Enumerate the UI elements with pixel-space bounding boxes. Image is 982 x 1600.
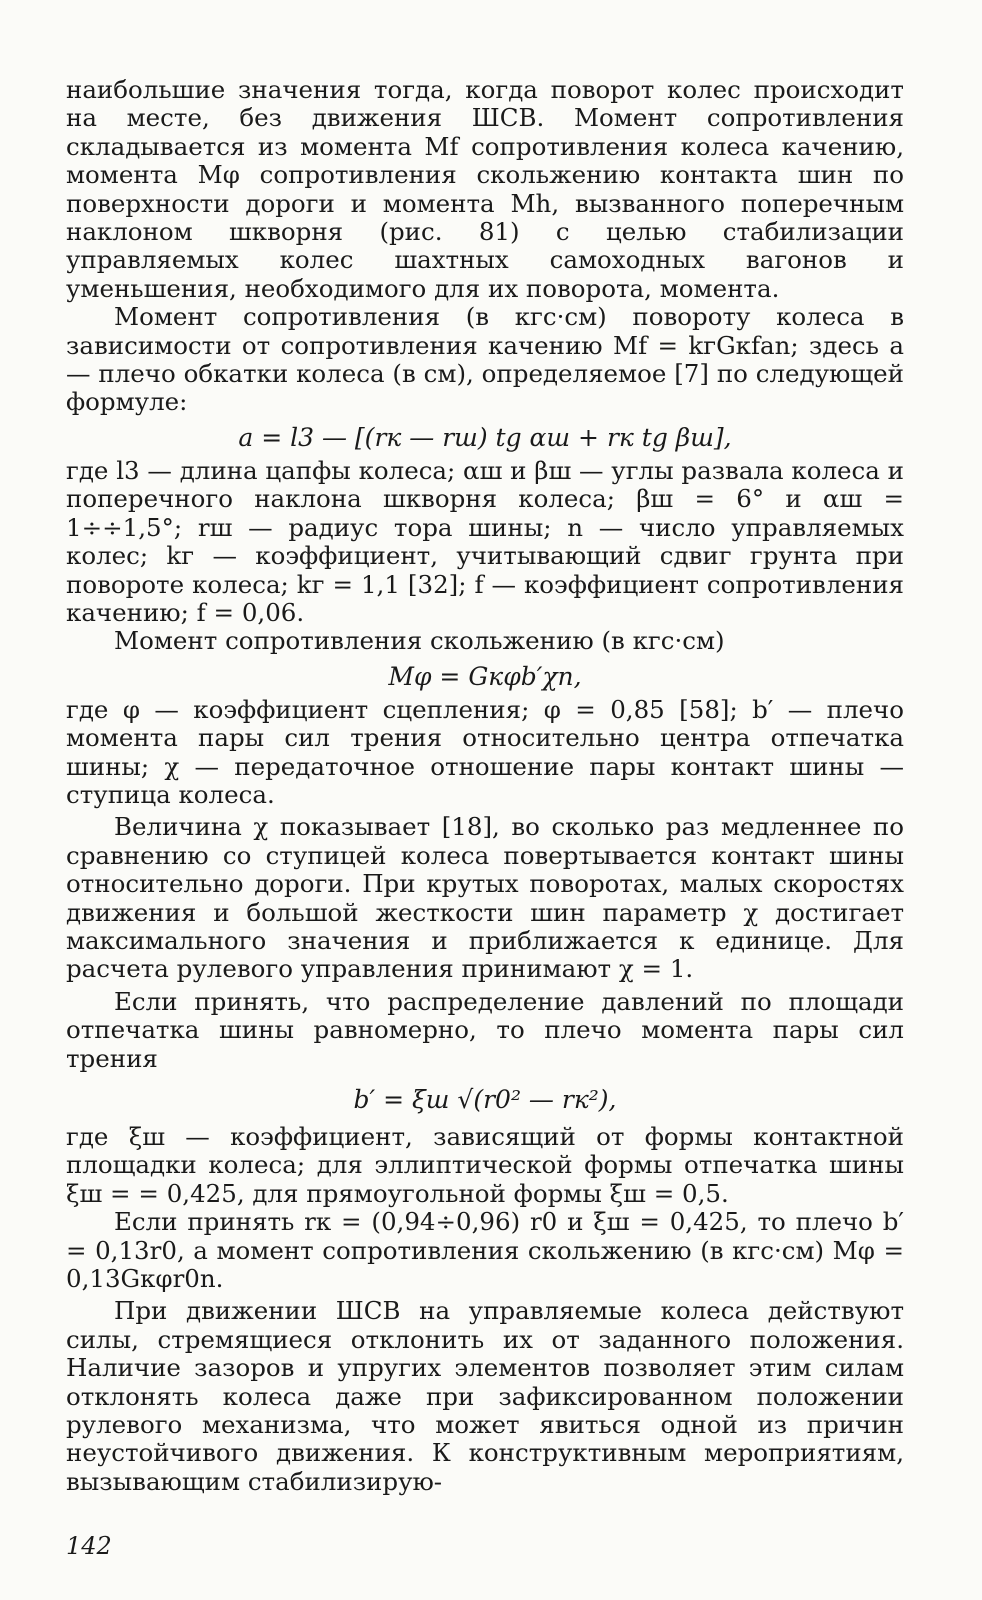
- page-body: [66, 76, 904, 1496]
- paragraph-6: Величина χ показывает [18], во сколько раз медленнее по сравнению со ступицей колеса повертывается контакт шины относительно дороги. При крутых поворотах, малых скоростях движения и большой жесткости шин параметр χ достигает максимального значения и приближается к единице. Для расчета рулевого управления принимают χ = 1.: [66, 812, 904, 984]
- paragraph-8: где ξш — коэффициент, зависящий от формы контактной площадки колеса; для эллиптической формы отпечатка шины ξш = = 0,425, для прямоугольной формы ξш = 0,5.: [66, 1122, 904, 1208]
- formula-friction-shoulder: b′ = ξш √(r0² — rк²),: [353, 1085, 617, 1114]
- paragraph-10: При движении ШСВ на управляемые колеса действуют силы, стремящиеся отклонить их от заданного положения. Наличие зазоров и упругих элементов позволяет этим силам отклонять колеса даже при зафиксированном положении рулевого механизма, что может явиться одной из причин неустойчивого движения. К конструктивным мероприятиям, вызывающим стабилизирую-: [66, 1296, 904, 1496]
- paragraph-5: где φ — коэффициент сцепления; φ = 0,85 [58]; b′ — плечо момента пары сил трения относительно центра отпечатка шины; χ — передаточное отношение пары контакт шины — ступица колеса.: [66, 694, 904, 809]
- paragraph-3: где l3 — длина цапфы колеса; αш и βш — углы развала колеса и поперечного наклона шкворня колеса; βш = 6° и αш = 1÷÷1,5°; rш — радиус тора шины; n — число управляемых колес; kг — коэффициент, учитывающий сдвиг грунта при повороте колеса; kг = 1,1 [32]; f — коэффициент сопротивления качению; f = 0,06.: [66, 455, 904, 627]
- paragraph-4: Момент сопротивления скольжению (в кгс·см): [114, 626, 725, 656]
- page-number: 142: [66, 1532, 112, 1560]
- paragraph-7: Если принять, что распределение давлений по площади отпечатка шины равномерно, то плечо момента пары сил трения: [66, 986, 904, 1073]
- formula-shoulder: a = l3 — [(rк — rш) tg αш + rк tg βш],: [238, 422, 732, 452]
- paragraph-1: наибольшие значения тогда, когда поворот колес происходит на месте, без движения ШСВ. Момент сопротивления складывается из момента Mf сопротивления колеса качению, момента Mφ сопротивления скольжению контакта шин по поверхности дороги и момента Mh, вызванного поперечным наклоном шкворня (рис. 81) с целью стабилизации управляемых колес шахтных самоходных вагонов и уменьшения, необходимого для их поворота, момента.: [66, 75, 904, 303]
- formula-sliding-moment: Mφ = Gкφb′χn,: [388, 661, 582, 691]
- paragraph-9: Если принять rк = (0,94÷0,96) r0 и ξш = 0,425, то плечо b′ = 0,13r0, а момент сопротивления скольжению (в кгс·см) Mφ = 0,13Gкφr0n.: [66, 1207, 904, 1294]
- paragraph-2: Момент сопротивления (в кгс·см) повороту колеса в зависимости от сопротивления качению Mf = kгGкfan; здесь a — плечо обкатки колеса (в см), определяемое [7] по следующей формуле:: [66, 302, 904, 417]
